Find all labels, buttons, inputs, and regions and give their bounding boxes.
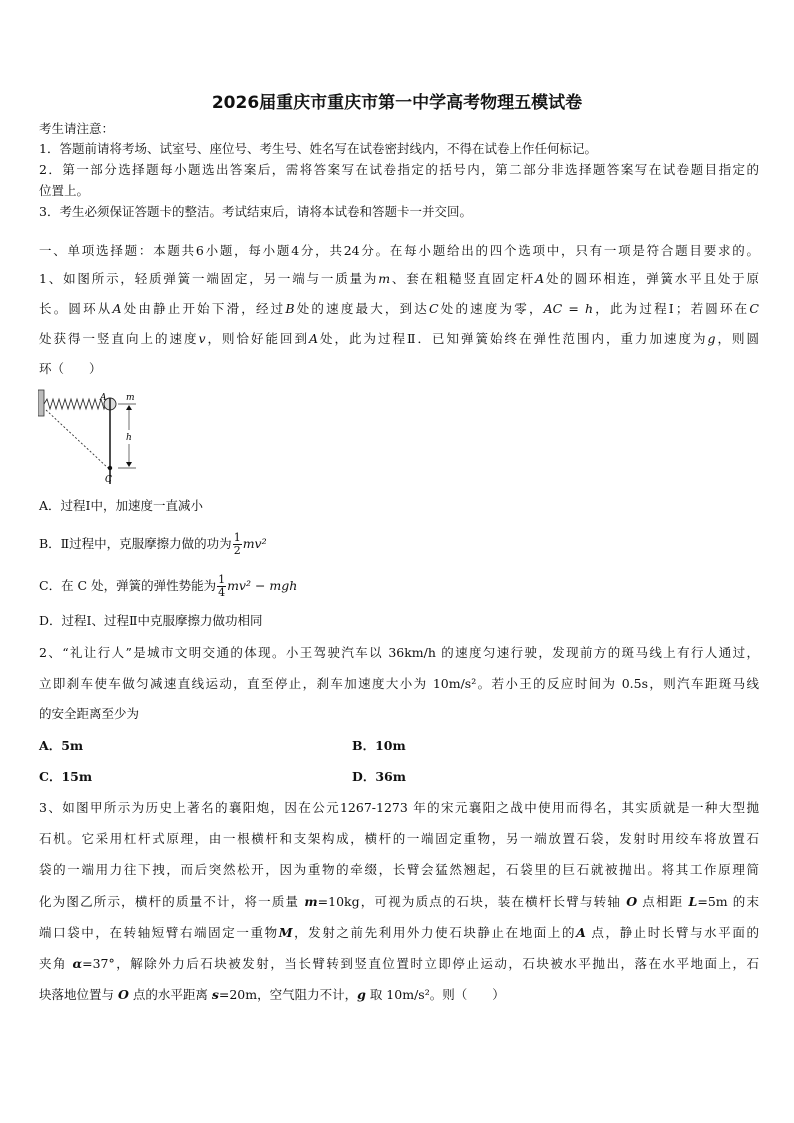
q2-option-a: A．5m	[39, 738, 84, 753]
q3-line: 夹角 α=37°，解除外力后石块被发射，当长臂转到竖直位置时立即停止运动，石块被水平抛出，落在水平地面上，石	[39, 956, 759, 971]
q1-line: 处获得一竖直向上的速度v，则恰好能回到A处，此为过程Ⅱ．已知弹簧始终在弹性范围内，重力加速度为g，则圆	[39, 331, 759, 346]
section-heading: 一、单项选择题：本题共6小题，每小题4分，共24分。在每小题给出的四个选项中，只有一项是符合题目要求的。	[39, 243, 759, 258]
notice-item: 1．答题前请将考场、试室号、座位号、考生号、姓名写在试卷密封线内，不得在试卷上作任何标记。	[39, 141, 597, 156]
figure-label-C: C	[105, 475, 112, 485]
figure-label-A: A	[100, 393, 107, 403]
q3-line: 化为图乙所示，横杆的质量不计，将一质量 m=10kg，可视为质点的石块，装在横杆长臂与转轴 O 点相距 L=5m 的末	[39, 894, 759, 909]
q1-option-a: A．过程Ⅰ中，加速度一直减小	[39, 498, 203, 513]
q3-line: 袋的一端用力往下拽，而后突然松开，因为重物的牵缀，长臂会猛然翘起，石袋里的巨石就被抛出。将其工作原理简	[39, 862, 759, 877]
q3-line: 石机。它采用杠杆式原理，由一根横杆和支架构成，横杆的一端固定重物，另一端放置石袋，发射时用绞车将放置石	[39, 831, 759, 846]
q1-option-c: C．在 C 处，弹簧的弹性势能为 $\frac{1}{4}$ mv² − mgh	[39, 573, 298, 599]
q2-options-row	[39, 769, 759, 785]
q1-option-d: D．过程Ⅰ、过程Ⅱ中克服摩擦力做功相同	[39, 613, 263, 628]
q3-line: 3、如图甲所示为历史上著名的襄阳炮，因在公元1267-1273 年的宋元襄阳之战中使用而得名，其实质就是一种大型抛	[39, 800, 759, 815]
notice-item: 3．考生必须保证答题卡的整洁。考试结束后，请将本试卷和答题卡一并交回。	[39, 204, 472, 219]
notice-item: 位置上。	[39, 183, 90, 198]
q2-option-c: C．15m	[39, 769, 93, 784]
figure-label-m: m	[126, 393, 135, 403]
q2-options-row	[39, 738, 759, 754]
q2-line: 立即刹车使车做匀减速直线运动，直至停止，刹车加速度大小为 10m/s²。若小王的反应时间为 0.5s，则汽车距斑马线	[39, 676, 759, 691]
q3-line: 端口袋中，在转轴短臂右端固定一重物M，发射之前先利用外力使石块静止在地面上的A 点，静止时长臂与水平面的	[39, 925, 759, 940]
q1-line: 1、如图所示，轻质弹簧一端固定，另一端与一质量为m、套在粗糙竖直固定杆A处的圆环相连，弹簧水平且处于原	[39, 271, 759, 286]
page-title: 2026届重庆市重庆市第一中学高考物理五模试卷	[211, 93, 583, 113]
q2-line: 2、“礼让行人”是城市文明交通的体现。小王驾驶汽车以 36km/h 的速度匀速行驶，发现前方的斑马线上有行人通过，	[39, 645, 759, 660]
q2-option-b: B．10m	[352, 738, 406, 753]
q1-line: 环（ ）	[39, 361, 102, 376]
spring-ring-figure	[38, 388, 148, 488]
q1-option-b: B．Ⅱ过程中，克服摩擦力做的功为 $\frac{1}{2}$ mv²	[39, 531, 267, 557]
figure-label-h: h	[126, 433, 132, 443]
q2-line: 的安全距离至少为	[39, 706, 140, 721]
q1-line: 长。圆环从A处由静止开始下滑，经过B处的速度最大，到达C处的速度为零，AC = h，此为过程Ⅰ；若圆环在C	[39, 301, 759, 316]
q3-line: 块落地位置与 O 点的水平距离 s=20m，空气阻力不计，g 取 10m/s²。则（ ）	[39, 987, 505, 1002]
notice-heading: 考生请注意：	[39, 121, 115, 136]
notice-item: 2．第一部分选择题每小题选出答案后，需将答案写在试卷指定的括号内，第二部分非选择题答案写在试卷题目指定的	[39, 162, 759, 177]
q2-option-d: D．36m	[352, 769, 406, 784]
